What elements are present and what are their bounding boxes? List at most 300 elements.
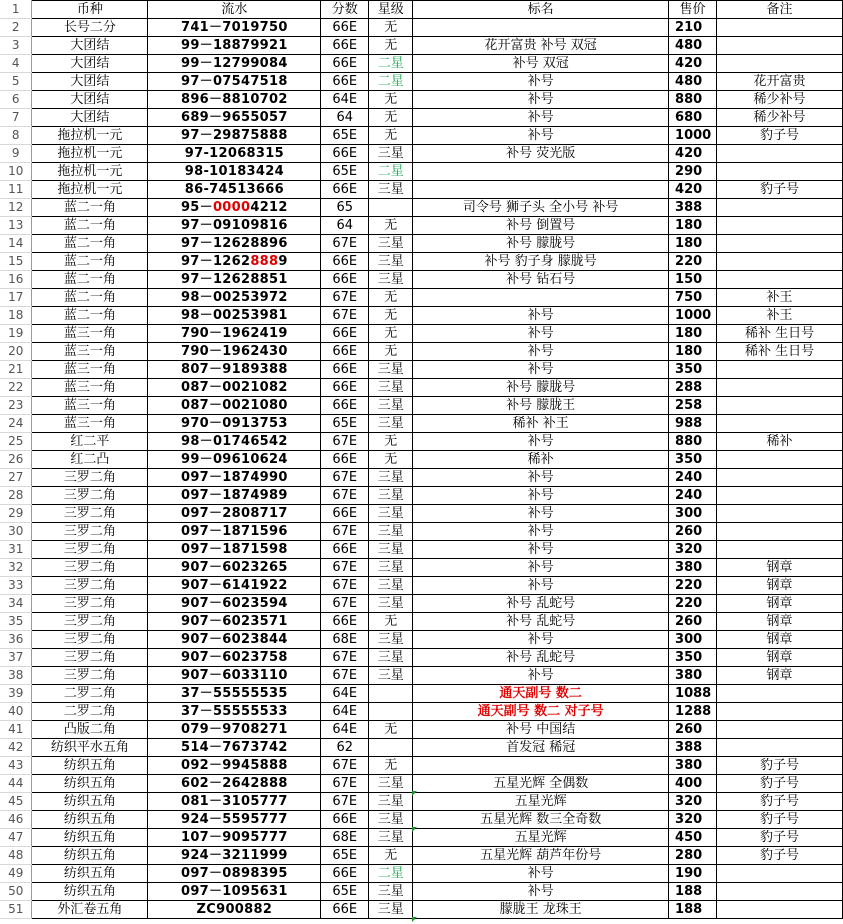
row-number[interactable]: 5	[0, 73, 32, 91]
column-header-serial[interactable]: 流水	[148, 1, 321, 19]
cell-price[interactable]: 260	[669, 721, 717, 739]
cell-type[interactable]: 拖拉机一元	[32, 163, 148, 181]
cell-price[interactable]: 320	[669, 811, 717, 829]
cell-score[interactable]: 66E	[321, 325, 369, 343]
cell-type[interactable]: 外汇卷五角	[32, 901, 148, 919]
cell-note[interactable]	[717, 703, 843, 721]
column-header-price[interactable]: 售价	[669, 1, 717, 19]
cell-score[interactable]: 64E	[321, 721, 369, 739]
cell-serial[interactable]: 097－1871598	[148, 541, 321, 559]
cell-serial[interactable]: 097－1095631	[148, 883, 321, 901]
cell-star[interactable]: 三星	[369, 883, 413, 901]
cell-name[interactable]: 补号 朦胧号	[413, 379, 669, 397]
cell-star[interactable]: 三星	[369, 487, 413, 505]
cell-name[interactable]: 补号 双冠	[413, 55, 669, 73]
cell-serial[interactable]: 98－00253981	[148, 307, 321, 325]
cell-score[interactable]: 65E	[321, 163, 369, 181]
cell-price[interactable]: 240	[669, 487, 717, 505]
cell-serial[interactable]: 86-74513666	[148, 181, 321, 199]
row-number[interactable]: 38	[0, 667, 32, 685]
cell-score[interactable]: 66E	[321, 145, 369, 163]
cell-serial[interactable]: 896－8810702	[148, 91, 321, 109]
cell-star[interactable]: 三星	[369, 649, 413, 667]
cell-name[interactable]: 补号 乱蛇号	[413, 613, 669, 631]
cell-type[interactable]: 长号二分	[32, 19, 148, 37]
cell-name[interactable]: 补号	[413, 469, 669, 487]
cell-type[interactable]: 蓝三一角	[32, 379, 148, 397]
cell-type[interactable]: 蓝二一角	[32, 199, 148, 217]
cell-score[interactable]: 64E	[321, 685, 369, 703]
row-number[interactable]: 39	[0, 685, 32, 703]
cell-score[interactable]: 67E	[321, 757, 369, 775]
cell-score[interactable]: 66E	[321, 505, 369, 523]
cell-star[interactable]: 三星	[369, 361, 413, 379]
row-number[interactable]: 3	[0, 37, 32, 55]
column-header-score[interactable]: 分数	[321, 1, 369, 19]
cell-score[interactable]: 67E	[321, 469, 369, 487]
cell-name[interactable]: 补号	[413, 487, 669, 505]
cell-star[interactable]: 无	[369, 37, 413, 55]
cell-name[interactable]: 司令号 狮子头 全小号 补号	[413, 199, 669, 217]
cell-star[interactable]: 无	[369, 289, 413, 307]
cell-note[interactable]	[717, 361, 843, 379]
cell-note[interactable]	[717, 487, 843, 505]
column-header-type[interactable]: 币种	[32, 1, 148, 19]
row-number[interactable]: 20	[0, 343, 32, 361]
cell-note[interactable]: 补王	[717, 289, 843, 307]
cell-name[interactable]: 五星光辉 葫芦年份号	[413, 847, 669, 865]
cell-serial[interactable]: 97－07547518	[148, 73, 321, 91]
cell-price[interactable]: 1000	[669, 307, 717, 325]
cell-price[interactable]: 880	[669, 91, 717, 109]
cell-type[interactable]: 纺织五角	[32, 757, 148, 775]
row-number[interactable]: 29	[0, 505, 32, 523]
cell-score[interactable]: 62	[321, 739, 369, 757]
cell-type[interactable]: 纺织五角	[32, 883, 148, 901]
cell-note[interactable]	[717, 901, 843, 919]
cell-score[interactable]: 67E	[321, 667, 369, 685]
cell-price[interactable]: 350	[669, 451, 717, 469]
cell-note[interactable]	[717, 505, 843, 523]
cell-note[interactable]	[717, 37, 843, 55]
cell-star[interactable]: 无	[369, 325, 413, 343]
row-number[interactable]: 22	[0, 379, 32, 397]
row-number[interactable]: 34	[0, 595, 32, 613]
cell-price[interactable]: 750	[669, 289, 717, 307]
cell-serial[interactable]: 907－6023758	[148, 649, 321, 667]
cell-name[interactable]: 补号 乱蛇号	[413, 649, 669, 667]
cell-name[interactable]: 补号	[413, 433, 669, 451]
cell-score[interactable]: 67E	[321, 775, 369, 793]
row-number[interactable]: 36	[0, 631, 32, 649]
cell-name[interactable]: 五星光辉 数三全奇数	[413, 811, 669, 829]
cell-type[interactable]: 蓝三一角	[32, 343, 148, 361]
cell-star[interactable]: 二星	[369, 865, 413, 883]
cell-note[interactable]: 稀补	[717, 433, 843, 451]
cell-score[interactable]: 67E	[321, 307, 369, 325]
cell-note[interactable]: 豹子号	[717, 757, 843, 775]
cell-type[interactable]: 蓝三一角	[32, 397, 148, 415]
cell-note[interactable]: 豹子号	[717, 829, 843, 847]
cell-type[interactable]: 三罗二角	[32, 469, 148, 487]
cell-note[interactable]: 钢章	[717, 577, 843, 595]
cell-price[interactable]: 420	[669, 145, 717, 163]
cell-score[interactable]: 66E	[321, 361, 369, 379]
cell-score[interactable]: 67E	[321, 595, 369, 613]
row-number[interactable]: 31	[0, 541, 32, 559]
cell-price[interactable]: 260	[669, 523, 717, 541]
cell-serial[interactable]: 514－7673742	[148, 739, 321, 757]
cell-price[interactable]: 188	[669, 883, 717, 901]
cell-star[interactable]: 二星	[369, 73, 413, 91]
cell-note[interactable]	[717, 739, 843, 757]
cell-serial[interactable]: 907－6023594	[148, 595, 321, 613]
cell-note[interactable]	[717, 397, 843, 415]
row-number[interactable]: 50	[0, 883, 32, 901]
cell-type[interactable]: 蓝三一角	[32, 325, 148, 343]
cell-name[interactable]: 补号	[413, 325, 669, 343]
cell-type[interactable]: 二罗二角	[32, 703, 148, 721]
cell-note[interactable]: 稀补 生日号	[717, 343, 843, 361]
cell-note[interactable]: 稀少补号	[717, 91, 843, 109]
cell-serial[interactable]: 37－55555535	[148, 685, 321, 703]
cell-star[interactable]	[369, 685, 413, 703]
cell-star[interactable]: 无	[369, 307, 413, 325]
cell-star[interactable]: 无	[369, 343, 413, 361]
cell-star[interactable]: 三星	[369, 667, 413, 685]
cell-name[interactable]: 补号	[413, 883, 669, 901]
cell-star[interactable]: 无	[369, 721, 413, 739]
cell-score[interactable]: 66E	[321, 379, 369, 397]
cell-serial[interactable]: 97－29875888	[148, 127, 321, 145]
cell-note[interactable]: 钢章	[717, 613, 843, 631]
cell-star[interactable]	[369, 739, 413, 757]
cell-score[interactable]: 66E	[321, 55, 369, 73]
row-number[interactable]: 41	[0, 721, 32, 739]
row-number[interactable]: 40	[0, 703, 32, 721]
cell-star[interactable]: 二星	[369, 163, 413, 181]
cell-note[interactable]	[717, 379, 843, 397]
cell-type[interactable]: 三罗二角	[32, 595, 148, 613]
row-number[interactable]: 24	[0, 415, 32, 433]
cell-type[interactable]: 大团结	[32, 109, 148, 127]
cell-type[interactable]: 蓝二一角	[32, 217, 148, 235]
cell-price[interactable]: 180	[669, 343, 717, 361]
cell-price[interactable]: 220	[669, 595, 717, 613]
cell-price[interactable]: 988	[669, 415, 717, 433]
row-number[interactable]: 33	[0, 577, 32, 595]
cell-name[interactable]	[413, 163, 669, 181]
row-number[interactable]: 10	[0, 163, 32, 181]
cell-price[interactable]: 180	[669, 325, 717, 343]
cell-score[interactable]: 67E	[321, 433, 369, 451]
cell-type[interactable]: 三罗二角	[32, 667, 148, 685]
cell-note[interactable]: 补王	[717, 307, 843, 325]
cell-serial[interactable]: 107－9095777	[148, 829, 321, 847]
row-number[interactable]: 46	[0, 811, 32, 829]
cell-type[interactable]: 拖拉机一元	[32, 181, 148, 199]
row-number[interactable]: 47	[0, 829, 32, 847]
cell-name[interactable]: 补号 豹子身 朦胧号	[413, 253, 669, 271]
row-number[interactable]: 23	[0, 397, 32, 415]
cell-name[interactable]	[413, 181, 669, 199]
cell-name[interactable]: 补号 倒置号	[413, 217, 669, 235]
cell-price[interactable]: 150	[669, 271, 717, 289]
cell-name[interactable]: 稀补 补王	[413, 415, 669, 433]
cell-score[interactable]: 66E	[321, 541, 369, 559]
cell-price[interactable]: 388	[669, 739, 717, 757]
cell-price[interactable]: 258	[669, 397, 717, 415]
cell-type[interactable]: 蓝二一角	[32, 307, 148, 325]
row-number[interactable]: 8	[0, 127, 32, 145]
cell-name[interactable]: 补号	[413, 541, 669, 559]
cell-star[interactable]: 三星	[369, 829, 413, 847]
cell-serial[interactable]: 970－0913753	[148, 415, 321, 433]
cell-score[interactable]: 65E	[321, 415, 369, 433]
cell-name[interactable]: 稀补	[413, 451, 669, 469]
cell-star[interactable]: 三星	[369, 271, 413, 289]
cell-star[interactable]: 无	[369, 451, 413, 469]
cell-price[interactable]: 220	[669, 253, 717, 271]
cell-serial[interactable]: 087－0021082	[148, 379, 321, 397]
cell-star[interactable]: 三星	[369, 631, 413, 649]
cell-note[interactable]: 豹子号	[717, 847, 843, 865]
cell-serial[interactable]: 741－7019750	[148, 19, 321, 37]
cell-serial[interactable]: 689－9655057	[148, 109, 321, 127]
cell-name[interactable]: 补号 荧光版	[413, 145, 669, 163]
cell-serial[interactable]: 907－6141922	[148, 577, 321, 595]
cell-name[interactable]: 通天副号 数二	[413, 685, 669, 703]
cell-type[interactable]: 纺织五角	[32, 865, 148, 883]
cell-price[interactable]: 420	[669, 181, 717, 199]
row-number[interactable]: 49	[0, 865, 32, 883]
row-number[interactable]: 51	[0, 901, 32, 919]
cell-type[interactable]: 三罗二角	[32, 523, 148, 541]
cell-note[interactable]: 稀少补号	[717, 109, 843, 127]
row-number[interactable]: 30	[0, 523, 32, 541]
cell-serial[interactable]: 097－1874990	[148, 469, 321, 487]
row-number[interactable]: 7	[0, 109, 32, 127]
cell-note[interactable]: 稀补 生日号	[717, 325, 843, 343]
cell-score[interactable]: 66E	[321, 37, 369, 55]
cell-star[interactable]: 三星	[369, 559, 413, 577]
cell-score[interactable]: 66E	[321, 451, 369, 469]
column-header-star[interactable]: 星级	[369, 1, 413, 19]
cell-note[interactable]: 钢章	[717, 649, 843, 667]
cell-serial[interactable]: 97－12628851	[148, 271, 321, 289]
cell-star[interactable]: 无	[369, 127, 413, 145]
cell-price[interactable]: 480	[669, 37, 717, 55]
cell-type[interactable]: 三罗二角	[32, 631, 148, 649]
row-number[interactable]: 11	[0, 181, 32, 199]
cell-serial[interactable]: 97－12628896	[148, 235, 321, 253]
cell-score[interactable]: 66E	[321, 397, 369, 415]
cell-name[interactable]: 五星光辉	[413, 793, 669, 811]
cell-score[interactable]: 66E	[321, 865, 369, 883]
cell-star[interactable]: 三星	[369, 811, 413, 829]
cell-note[interactable]	[717, 541, 843, 559]
cell-price[interactable]: 480	[669, 73, 717, 91]
cell-note[interactable]: 豹子号	[717, 127, 843, 145]
cell-type[interactable]: 三罗二角	[32, 577, 148, 595]
cell-type[interactable]: 蓝二一角	[32, 235, 148, 253]
cell-star[interactable]: 无	[369, 109, 413, 127]
cell-serial[interactable]: 097－1871596	[148, 523, 321, 541]
cell-name[interactable]: 五星光辉 全偶数	[413, 775, 669, 793]
cell-serial[interactable]: 99－18879921	[148, 37, 321, 55]
cell-price[interactable]: 380	[669, 667, 717, 685]
cell-price[interactable]: 350	[669, 361, 717, 379]
cell-score[interactable]: 67E	[321, 289, 369, 307]
cell-type[interactable]: 蓝三一角	[32, 415, 148, 433]
cell-score[interactable]: 66E	[321, 901, 369, 919]
cell-score[interactable]: 64E	[321, 91, 369, 109]
cell-note[interactable]	[717, 235, 843, 253]
cell-serial[interactable]: 98－01746542	[148, 433, 321, 451]
cell-serial[interactable]: 907－6023571	[148, 613, 321, 631]
cell-price[interactable]: 380	[669, 559, 717, 577]
cell-price[interactable]: 280	[669, 847, 717, 865]
cell-type[interactable]: 凸版二角	[32, 721, 148, 739]
cell-price[interactable]: 180	[669, 217, 717, 235]
cell-note[interactable]: 钢章	[717, 595, 843, 613]
cell-serial[interactable]: 081－3105777	[148, 793, 321, 811]
cell-price[interactable]: 420	[669, 55, 717, 73]
cell-serial[interactable]: 097－0898395	[148, 865, 321, 883]
cell-serial[interactable]	[148, 199, 321, 217]
row-number[interactable]: 16	[0, 271, 32, 289]
cell-type[interactable]: 蓝三一角	[32, 361, 148, 379]
cell-score[interactable]: 66E	[321, 271, 369, 289]
cell-name[interactable]: 补号	[413, 91, 669, 109]
cell-note[interactable]	[717, 721, 843, 739]
row-number[interactable]: 19	[0, 325, 32, 343]
cell-type[interactable]: 蓝二一角	[32, 289, 148, 307]
cell-name[interactable]: 补号	[413, 361, 669, 379]
cell-price[interactable]: 1088	[669, 685, 717, 703]
cell-type[interactable]: 三罗二角	[32, 649, 148, 667]
cell-price[interactable]: 220	[669, 577, 717, 595]
row-number[interactable]: 27	[0, 469, 32, 487]
cell-price[interactable]: 320	[669, 541, 717, 559]
cell-price[interactable]: 388	[669, 199, 717, 217]
cell-score[interactable]: 66E	[321, 181, 369, 199]
row-number[interactable]: 1	[0, 1, 32, 19]
cell-score[interactable]: 66E	[321, 613, 369, 631]
cell-type[interactable]: 纺织五角	[32, 775, 148, 793]
cell-serial[interactable]: 807－9189388	[148, 361, 321, 379]
row-number[interactable]: 42	[0, 739, 32, 757]
row-number[interactable]: 21	[0, 361, 32, 379]
cell-star[interactable]: 三星	[369, 253, 413, 271]
cell-serial[interactable]: 99－09610624	[148, 451, 321, 469]
cell-serial[interactable]: 097－1874989	[148, 487, 321, 505]
cell-score[interactable]: 66E	[321, 343, 369, 361]
row-number[interactable]: 28	[0, 487, 32, 505]
cell-name[interactable]: 补号	[413, 109, 669, 127]
cell-serial[interactable]	[148, 253, 321, 271]
cell-star[interactable]: 三星	[369, 379, 413, 397]
cell-star[interactable]: 三星	[369, 523, 413, 541]
cell-type[interactable]: 三罗二角	[32, 505, 148, 523]
row-number[interactable]: 13	[0, 217, 32, 235]
row-number[interactable]: 26	[0, 451, 32, 469]
cell-note[interactable]	[717, 199, 843, 217]
cell-name[interactable]: 补号 中国结	[413, 721, 669, 739]
cell-score[interactable]: 65E	[321, 127, 369, 145]
cell-name[interactable]: 补号	[413, 73, 669, 91]
cell-serial[interactable]: 37－55555533	[148, 703, 321, 721]
cell-score[interactable]: 66E	[321, 73, 369, 91]
cell-price[interactable]: 350	[669, 649, 717, 667]
cell-price[interactable]: 210	[669, 19, 717, 37]
row-number[interactable]: 9	[0, 145, 32, 163]
cell-price[interactable]: 290	[669, 163, 717, 181]
cell-type[interactable]: 三罗二角	[32, 559, 148, 577]
cell-serial[interactable]: 907－6023265	[148, 559, 321, 577]
cell-type[interactable]: 红二平	[32, 433, 148, 451]
cell-serial[interactable]: 924－5595777	[148, 811, 321, 829]
cell-type[interactable]: 纺织五角	[32, 829, 148, 847]
cell-price[interactable]: 260	[669, 613, 717, 631]
cell-type[interactable]: 大团结	[32, 37, 148, 55]
cell-star[interactable]: 三星	[369, 181, 413, 199]
cell-star[interactable]	[369, 703, 413, 721]
cell-type[interactable]: 大团结	[32, 91, 148, 109]
cell-serial[interactable]: 790－1962419	[148, 325, 321, 343]
row-number[interactable]: 17	[0, 289, 32, 307]
cell-name[interactable]	[413, 19, 669, 37]
cell-star[interactable]: 无	[369, 847, 413, 865]
cell-note[interactable]	[717, 253, 843, 271]
cell-note[interactable]: 豹子号	[717, 775, 843, 793]
cell-type[interactable]: 三罗二角	[32, 487, 148, 505]
cell-type[interactable]: 大团结	[32, 73, 148, 91]
cell-note[interactable]	[717, 469, 843, 487]
cell-star[interactable]: 三星	[369, 595, 413, 613]
cell-star[interactable]: 无	[369, 217, 413, 235]
cell-name[interactable]: 五星光辉	[413, 829, 669, 847]
cell-name[interactable]: 通天副号 数二 对子号	[413, 703, 669, 721]
cell-score[interactable]: 65E	[321, 883, 369, 901]
cell-type[interactable]: 纺织五角	[32, 847, 148, 865]
cell-type[interactable]: 红二凸	[32, 451, 148, 469]
cell-name[interactable]: 补号 乱蛇号	[413, 595, 669, 613]
cell-serial[interactable]: 087－0021080	[148, 397, 321, 415]
row-number[interactable]: 2	[0, 19, 32, 37]
cell-note[interactable]: 豹子号	[717, 811, 843, 829]
cell-name[interactable]: 补号	[413, 523, 669, 541]
cell-name[interactable]: 补号	[413, 307, 669, 325]
cell-score[interactable]: 64	[321, 109, 369, 127]
cell-price[interactable]: 380	[669, 757, 717, 775]
column-header-name[interactable]: 标名	[413, 1, 669, 19]
cell-score[interactable]: 66E	[321, 811, 369, 829]
row-number[interactable]: 6	[0, 91, 32, 109]
cell-serial[interactable]: 097－2808717	[148, 505, 321, 523]
cell-star[interactable]: 无	[369, 91, 413, 109]
cell-type[interactable]: 拖拉机一元	[32, 127, 148, 145]
row-number[interactable]: 48	[0, 847, 32, 865]
cell-note[interactable]	[717, 271, 843, 289]
cell-note[interactable]: 花开富贵	[717, 73, 843, 91]
cell-price[interactable]: 1288	[669, 703, 717, 721]
cell-score[interactable]: 64	[321, 217, 369, 235]
cell-score[interactable]: 67E	[321, 487, 369, 505]
cell-name[interactable]	[413, 289, 669, 307]
row-number[interactable]: 37	[0, 649, 32, 667]
cell-serial[interactable]: 98－00253972	[148, 289, 321, 307]
